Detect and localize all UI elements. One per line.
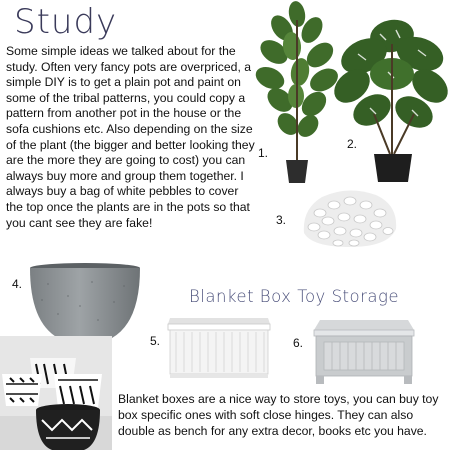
- monstera-plant-icon: [334, 14, 450, 184]
- label-box-grey: 6.: [293, 336, 304, 350]
- label-pot: 4.: [12, 277, 23, 291]
- grey-planter-pot-icon: [28, 262, 142, 342]
- label-pebbles: 3.: [276, 213, 287, 227]
- page-title: Study: [14, 2, 118, 42]
- blanket-box-heading: Blanket Box Toy Storage: [189, 287, 400, 306]
- white-pebbles-icon: [298, 183, 402, 249]
- grey-toy-box-icon: [312, 320, 416, 384]
- intro-paragraph: Some simple ideas we talked about for the study. Often very fancy pots are overpriced, a simple DIY is to get a plain pot and paint on some of the tribal patterns, you could copy a pattern from another pot in the house or the sofa cushions etc. Also depending on the size of the plant (the bigger and better looking they are the more they are going to cost) you can always buy more and group them together. I always buy a bag of white pebbles to cover the top once the plants are in the pots so that you cant see they are fake!: [6, 44, 255, 230]
- label-plant-2: 2.: [347, 137, 358, 151]
- blanket-box-paragraph: Blanket boxes are a nice way to store toys, you can buy toy box specific ones with soft close hinges. They can also double as bench for any extra decor, books etc you have.: [118, 392, 439, 438]
- label-box-white: 5.: [150, 334, 161, 348]
- label-plant-1: 1.: [258, 146, 269, 160]
- white-blanket-box-icon: [164, 318, 274, 380]
- tribal-painted-pots-icon: [0, 336, 112, 450]
